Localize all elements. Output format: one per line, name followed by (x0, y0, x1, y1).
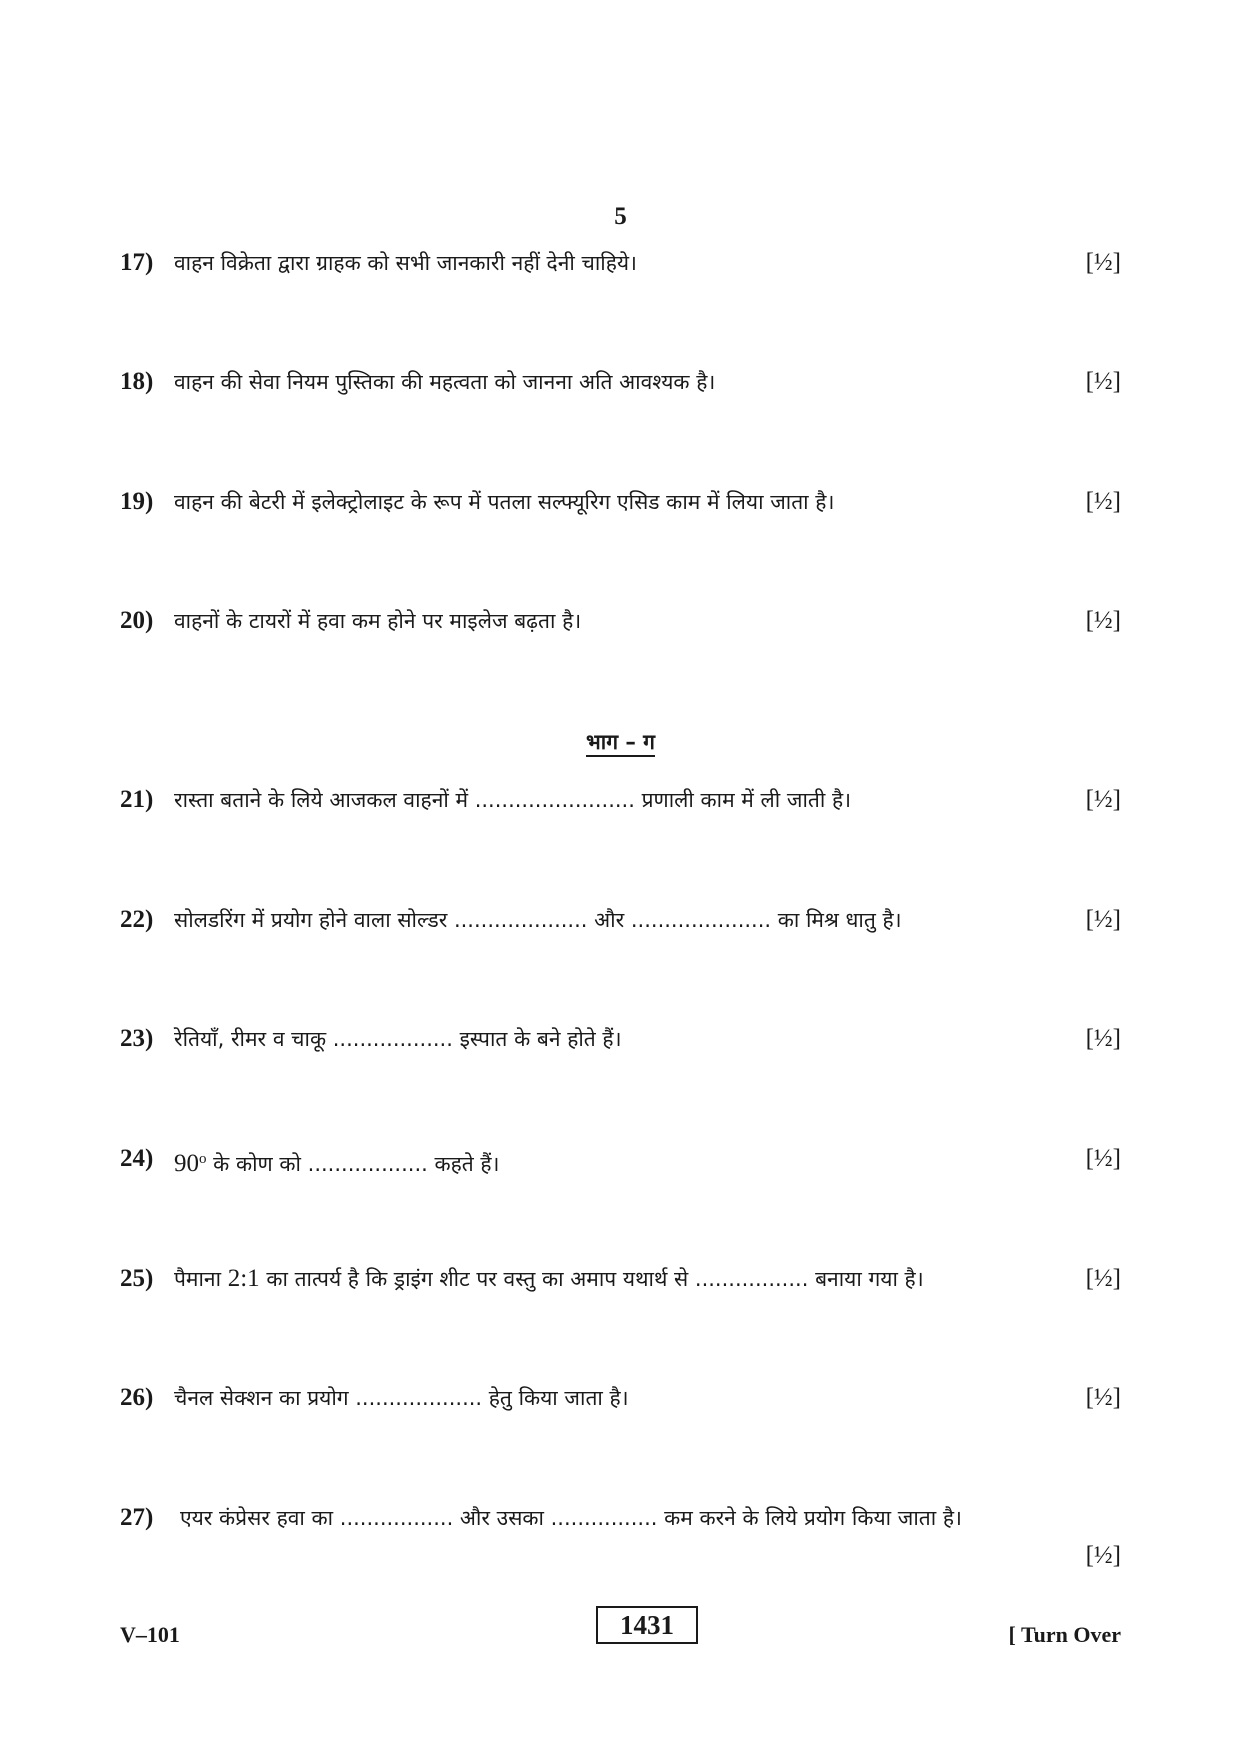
question-26 (120, 1380, 1121, 1420)
question-text-rest: के कोण को .................. कहते हैं। (206, 1152, 500, 1176)
question-marks: [½] (1085, 1265, 1121, 1292)
question-text-start: पैमाना (174, 1267, 228, 1291)
page-number: 5 (614, 203, 627, 230)
question-text: वाहन विक्रेता द्वारा ग्राहक को सभी जानकारी नहीं देनी चाहिये। (174, 251, 637, 275)
question-number: 27) (120, 1504, 154, 1531)
section-heading-text: भाग – ग (586, 730, 655, 754)
question-18 (120, 364, 1121, 404)
question-text: चैनल सेक्शन का प्रयोग ................... हेतु किया जाता है। (174, 1386, 629, 1410)
angle-value: 90 (174, 1150, 199, 1177)
question-23 (120, 1021, 1121, 1061)
question-text: एयर कंप्रेसर हवा का ................. और उसका ................ कम करने के लिये प्रयोग किया जाता है। (180, 1506, 962, 1530)
question-number: 25) (120, 1265, 154, 1292)
question-number: 23) (120, 1025, 154, 1052)
question-marks: [½] (1085, 488, 1121, 515)
question-marks: [½] (1085, 607, 1121, 634)
question-20 (120, 603, 1121, 643)
question-text-rest: का तात्पर्य है कि ड्राइंग शीट पर वस्तु का अमाप यथार्थ से ................. बनाया गया है। (259, 1267, 924, 1291)
question-marks: [½] (1085, 1025, 1121, 1052)
question-27 (120, 1500, 1121, 1580)
question-text: सोलडरिंग में प्रयोग होने वाला सोल्डर .................... और ..................... का मिश्र धातु है। (174, 908, 902, 932)
question-number: 19) (120, 488, 154, 515)
question-text (174, 1261, 924, 1297)
question-text: वाहन की सेवा नियम पुस्तिका की महत्वता को जानना अति आवश्यक है। (174, 370, 716, 394)
question-number: 17) (120, 249, 154, 276)
question-21 (120, 782, 1121, 822)
question-number: 21) (120, 786, 154, 813)
question-25 (120, 1261, 1121, 1301)
scale-ratio: 2:1 (227, 1265, 260, 1292)
question-number: 22) (120, 906, 154, 933)
question-text (174, 1141, 500, 1182)
question-number: 26) (120, 1384, 154, 1411)
question-number: 24) (120, 1145, 154, 1172)
question-marks: [½] (1085, 368, 1121, 395)
question-marks: [½] (1085, 1542, 1121, 1569)
section-heading (0, 728, 1241, 756)
serial-number-box: 1431 (596, 1606, 698, 1644)
question-marks: [½] (1085, 1384, 1121, 1411)
question-marks: [½] (1085, 906, 1121, 933)
turn-over-label: [ Turn Over (1008, 1622, 1121, 1647)
degree-superscript: o (199, 1151, 207, 1167)
question-17 (120, 245, 1121, 285)
question-text: वाहनों के टायरों में हवा कम होने पर माइलेज बढ़ता है। (174, 609, 582, 633)
question-number: 18) (120, 368, 154, 395)
question-22 (120, 902, 1121, 942)
question-number: 20) (120, 607, 154, 634)
question-marks: [½] (1085, 249, 1121, 276)
question-text: रास्ता बताने के लिये आजकल वाहनों में ........................ प्रणाली काम में ली जाती है। (174, 788, 852, 812)
question-19 (120, 484, 1121, 524)
question-text: वाहन की बेटरी में इलेक्ट्रोलाइट के रूप में पतला सल्फ्यूरिग एसिड काम में लिया जाता है। (174, 490, 835, 514)
question-marks: [½] (1085, 1145, 1121, 1172)
question-24 (120, 1141, 1121, 1181)
question-marks: [½] (1085, 786, 1121, 813)
paper-code: V–101 (120, 1622, 180, 1647)
question-text: रेतियाँ, रीमर व चाकू .................. इस्पात के बने होते हैं। (174, 1027, 622, 1051)
